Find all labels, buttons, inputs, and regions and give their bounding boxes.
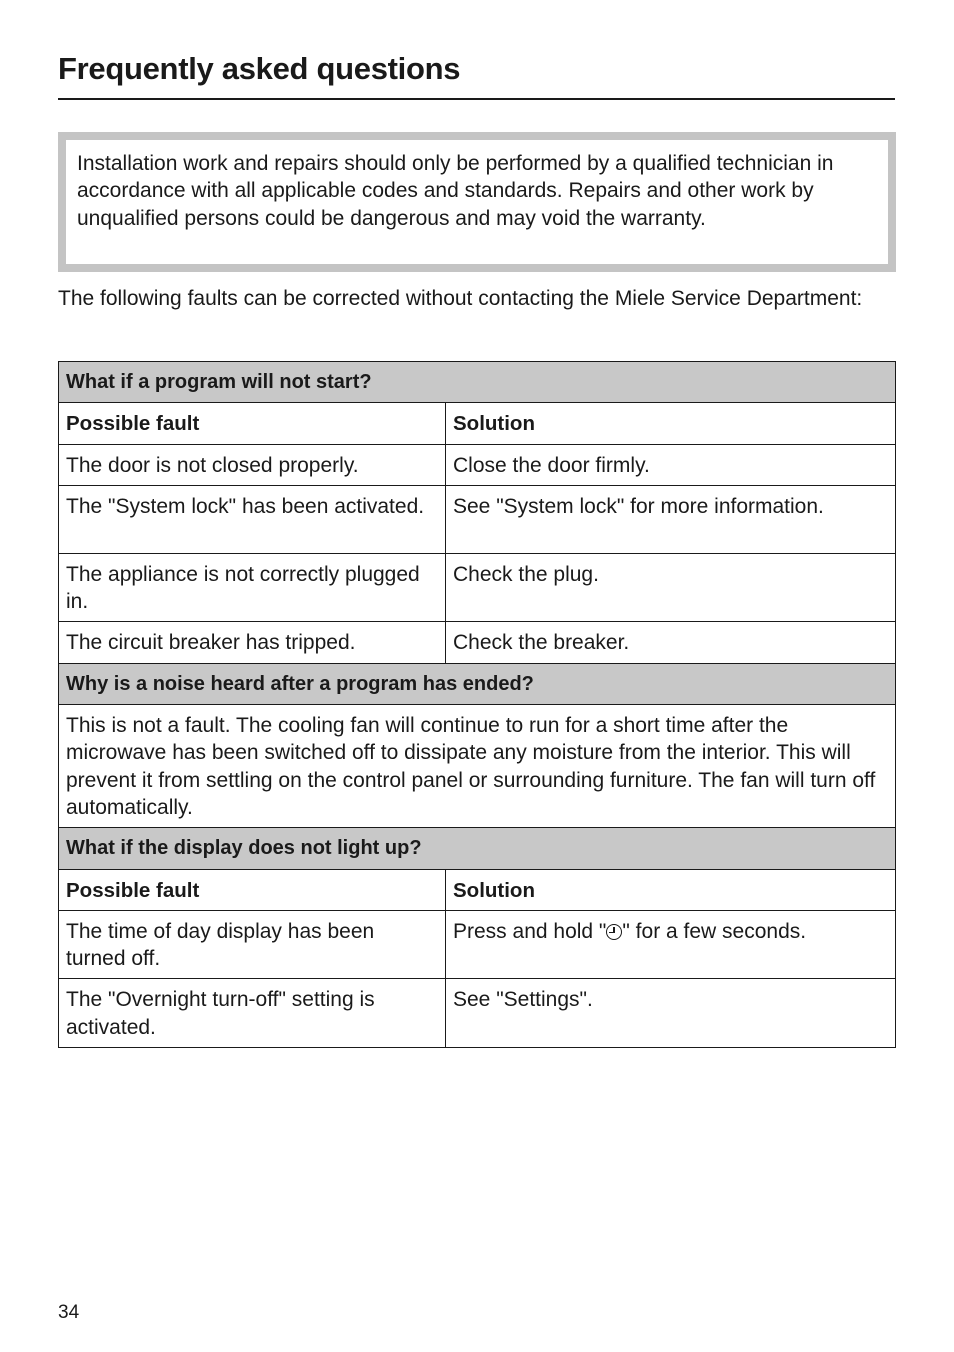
fault-cell: The "System lock" has been activated.	[59, 485, 446, 553]
column-header-solution: Solution	[446, 869, 896, 910]
question-program-not-start: What if a program will not start?	[59, 362, 896, 403]
solution-cell: Check the breaker.	[446, 622, 896, 663]
solution-cell	[446, 910, 896, 979]
column-header-solution: Solution	[446, 403, 896, 444]
warning-box	[58, 132, 896, 272]
solution-cell: See "System lock" for more information.	[446, 485, 896, 553]
title-divider	[58, 98, 895, 100]
column-header-row	[59, 403, 896, 444]
answer-noise-cell: This is not a fault. The cooling fan will continue to run for a short time after the microwave has been switched off to dissipate any moisture from the interior. This will prevent it from settling on the control panel or surrounding furniture. The fan will turn off automatically.	[59, 705, 896, 828]
fault-cell: The door is not closed properly.	[59, 444, 446, 485]
question-noise-after-program: Why is a noise heard after a program has ended?	[59, 663, 896, 704]
question-row	[59, 362, 896, 403]
page-title: Frequently asked questions	[58, 51, 461, 86]
table-row	[59, 622, 896, 663]
table-row	[59, 910, 896, 979]
solution-cell: Close the door firmly.	[446, 444, 896, 485]
fault-cell: The circuit breaker has tripped.	[59, 622, 446, 663]
solution-cell: See "Settings".	[446, 979, 896, 1048]
table-row	[59, 553, 896, 622]
faq-table	[58, 361, 896, 1048]
fault-cell: The time of day display has been turned off.	[59, 910, 446, 979]
column-header-fault: Possible fault	[59, 869, 446, 910]
question-display-not-light: What if the display does not light up?	[59, 828, 896, 869]
table-row	[59, 485, 896, 553]
page-number: 34	[58, 1302, 80, 1323]
answer-row	[59, 705, 896, 828]
clock-icon	[606, 924, 622, 940]
fault-cell: The "Overnight turn-off" setting is activated.	[59, 979, 446, 1048]
question-row	[59, 828, 896, 869]
table-row	[59, 444, 896, 485]
solution-text-after: " for a few seconds.	[622, 919, 807, 943]
question-row	[59, 663, 896, 704]
column-header-fault: Possible fault	[59, 403, 446, 444]
column-header-row	[59, 869, 896, 910]
solution-text-before: Press and hold "	[453, 919, 607, 943]
intro-text: The following faults can be corrected without contacting the Miele Service Department:	[58, 287, 863, 310]
fault-cell: The appliance is not correctly plugged in.	[59, 553, 446, 622]
table-row	[59, 979, 896, 1048]
warning-text: Installation work and repairs should only be performed by a qualified technician in accordance with all applicable codes and standards. Repairs and other work by unqualified persons could be dangerous and may void the warranty.	[77, 152, 834, 230]
solution-cell: Check the plug.	[446, 553, 896, 622]
